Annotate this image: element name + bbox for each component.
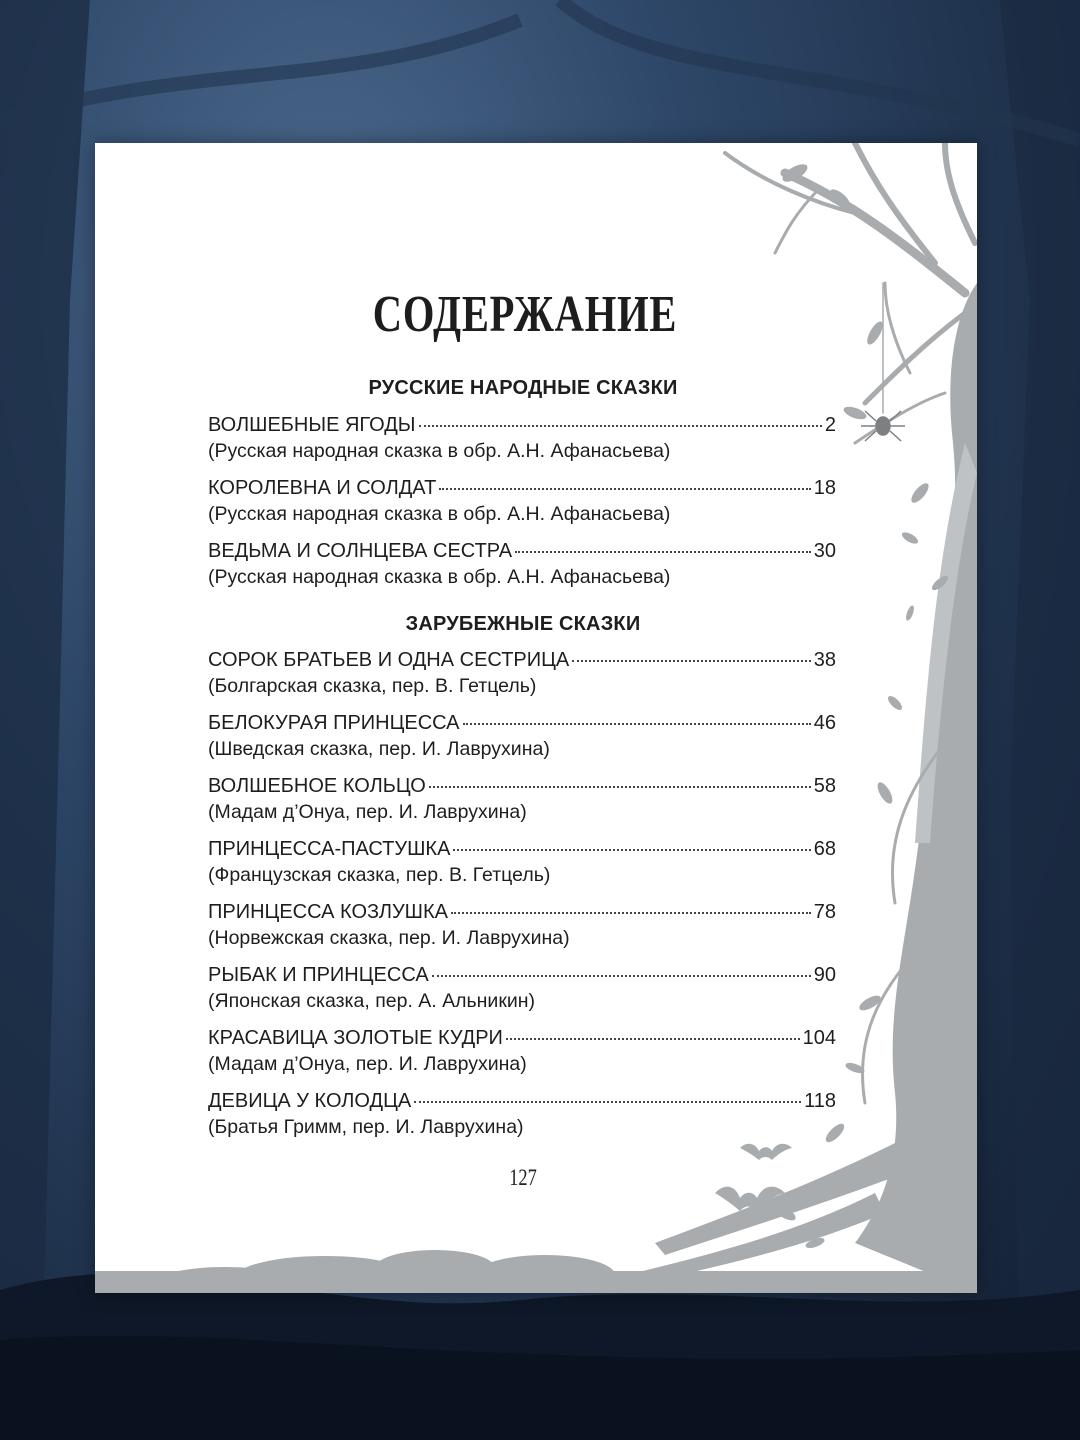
entry-subtitle: (Японская сказка, пер. А. Альникин)	[208, 990, 536, 1012]
toc-entry[interactable]	[208, 476, 836, 526]
entry-page-number: 118	[804, 1090, 836, 1112]
toc-entry[interactable]	[208, 711, 836, 761]
entry-page-number: 58	[813, 775, 836, 797]
book-page	[95, 143, 977, 1293]
entry-title: ВОЛШЕБНЫЕ ЯГОДЫ	[208, 414, 416, 436]
entry-subtitle: (Французская сказка, пер. В. Гетцель)	[208, 864, 551, 886]
entry-subtitle: (Шведская сказка, пер. И. Лаврухина)	[208, 738, 550, 760]
page-title: СОДЕРЖАНИЕ	[372, 286, 678, 343]
toc-entry[interactable]	[208, 963, 836, 1013]
entry-title: ПРИНЦЕССА-ПАСТУШКА	[208, 838, 451, 860]
entry-page-number: 104	[802, 1027, 836, 1049]
entry-subtitle: (Болгарская сказка, пер. В. Гетцель)	[208, 675, 537, 697]
entry-title: ДЕВИЦА У КОЛОДЦА	[208, 1090, 412, 1112]
entry-title: СОРОК БРАТЬЕВ И ОДНА СЕСТРИЦА	[208, 649, 570, 671]
page-number: 127	[509, 1165, 537, 1190]
entry-subtitle: (Братья Гримм, пер. И. Лаврухина)	[208, 1116, 524, 1138]
dot-leader	[572, 660, 810, 662]
entry-subtitle: (Мадам д’Онуа, пер. И. Лаврухина)	[208, 801, 527, 823]
entry-page-number: 30	[813, 540, 836, 562]
toc-entry[interactable]	[208, 774, 836, 824]
entry-title: ВЕДЬМА И СОЛНЦЕВА СЕСТРА	[208, 540, 513, 562]
toc-entry[interactable]	[208, 1089, 836, 1139]
entry-subtitle: (Русская народная сказка в обр. А.Н. Афанасьева)	[208, 440, 671, 462]
entry-page-number: 90	[813, 964, 836, 986]
toc-entry[interactable]	[208, 539, 836, 589]
entry-page-number: 78	[813, 901, 836, 923]
toc-section-foreign	[208, 648, 836, 1152]
dot-leader	[506, 1038, 800, 1040]
dot-leader	[419, 425, 822, 427]
entry-subtitle: (Русская народная сказка в обр. А.Н. Афанасьева)	[208, 503, 671, 525]
dot-leader	[451, 912, 811, 914]
toc-entry[interactable]	[208, 1026, 836, 1076]
entry-subtitle: (Мадам д’Онуа, пер. И. Лаврухина)	[208, 1053, 527, 1075]
entry-title: КРАСАВИЦА ЗОЛОТЫЕ КУДРИ	[208, 1027, 503, 1049]
toc-section-russian	[208, 413, 836, 602]
entry-title: ВОЛШЕБНОЕ КОЛЬЦО	[208, 775, 426, 797]
dot-leader	[429, 786, 811, 788]
entry-title: ПРИНЦЕССА КОЗЛУШКА	[208, 901, 448, 923]
dot-leader	[453, 849, 810, 851]
entry-subtitle: (Русская народная сказка в обр. А.Н. Афанасьева)	[208, 566, 671, 588]
entry-page-number: 46	[813, 712, 836, 734]
section-heading-russian: РУССКИЕ НАРОДНЫЕ СКАЗКИ	[368, 377, 678, 399]
dot-leader	[515, 551, 811, 553]
entry-page-number: 18	[813, 477, 836, 499]
entry-page-number: 38	[813, 649, 836, 671]
entry-subtitle: (Норвежская сказка, пер. И. Лаврухина)	[208, 927, 570, 949]
entry-page-number: 68	[813, 838, 836, 860]
entry-title: БЕЛОКУРАЯ ПРИНЦЕССА	[208, 712, 460, 734]
dot-leader	[439, 488, 810, 490]
dot-leader	[463, 723, 811, 725]
dot-leader	[414, 1101, 801, 1103]
toc-entry[interactable]	[208, 648, 836, 698]
entry-title: РЫБАК И ПРИНЦЕССА	[208, 964, 429, 986]
dot-leader	[432, 975, 811, 977]
section-heading-foreign: ЗАРУБЕЖНЫЕ СКАЗКИ	[405, 613, 641, 635]
toc-entry[interactable]	[208, 837, 836, 887]
entry-page-number: 2	[824, 414, 836, 436]
entry-title: КОРОЛЕВНА И СОЛДАТ	[208, 477, 437, 499]
toc-entry[interactable]	[208, 900, 836, 950]
toc-entry[interactable]	[208, 413, 836, 463]
